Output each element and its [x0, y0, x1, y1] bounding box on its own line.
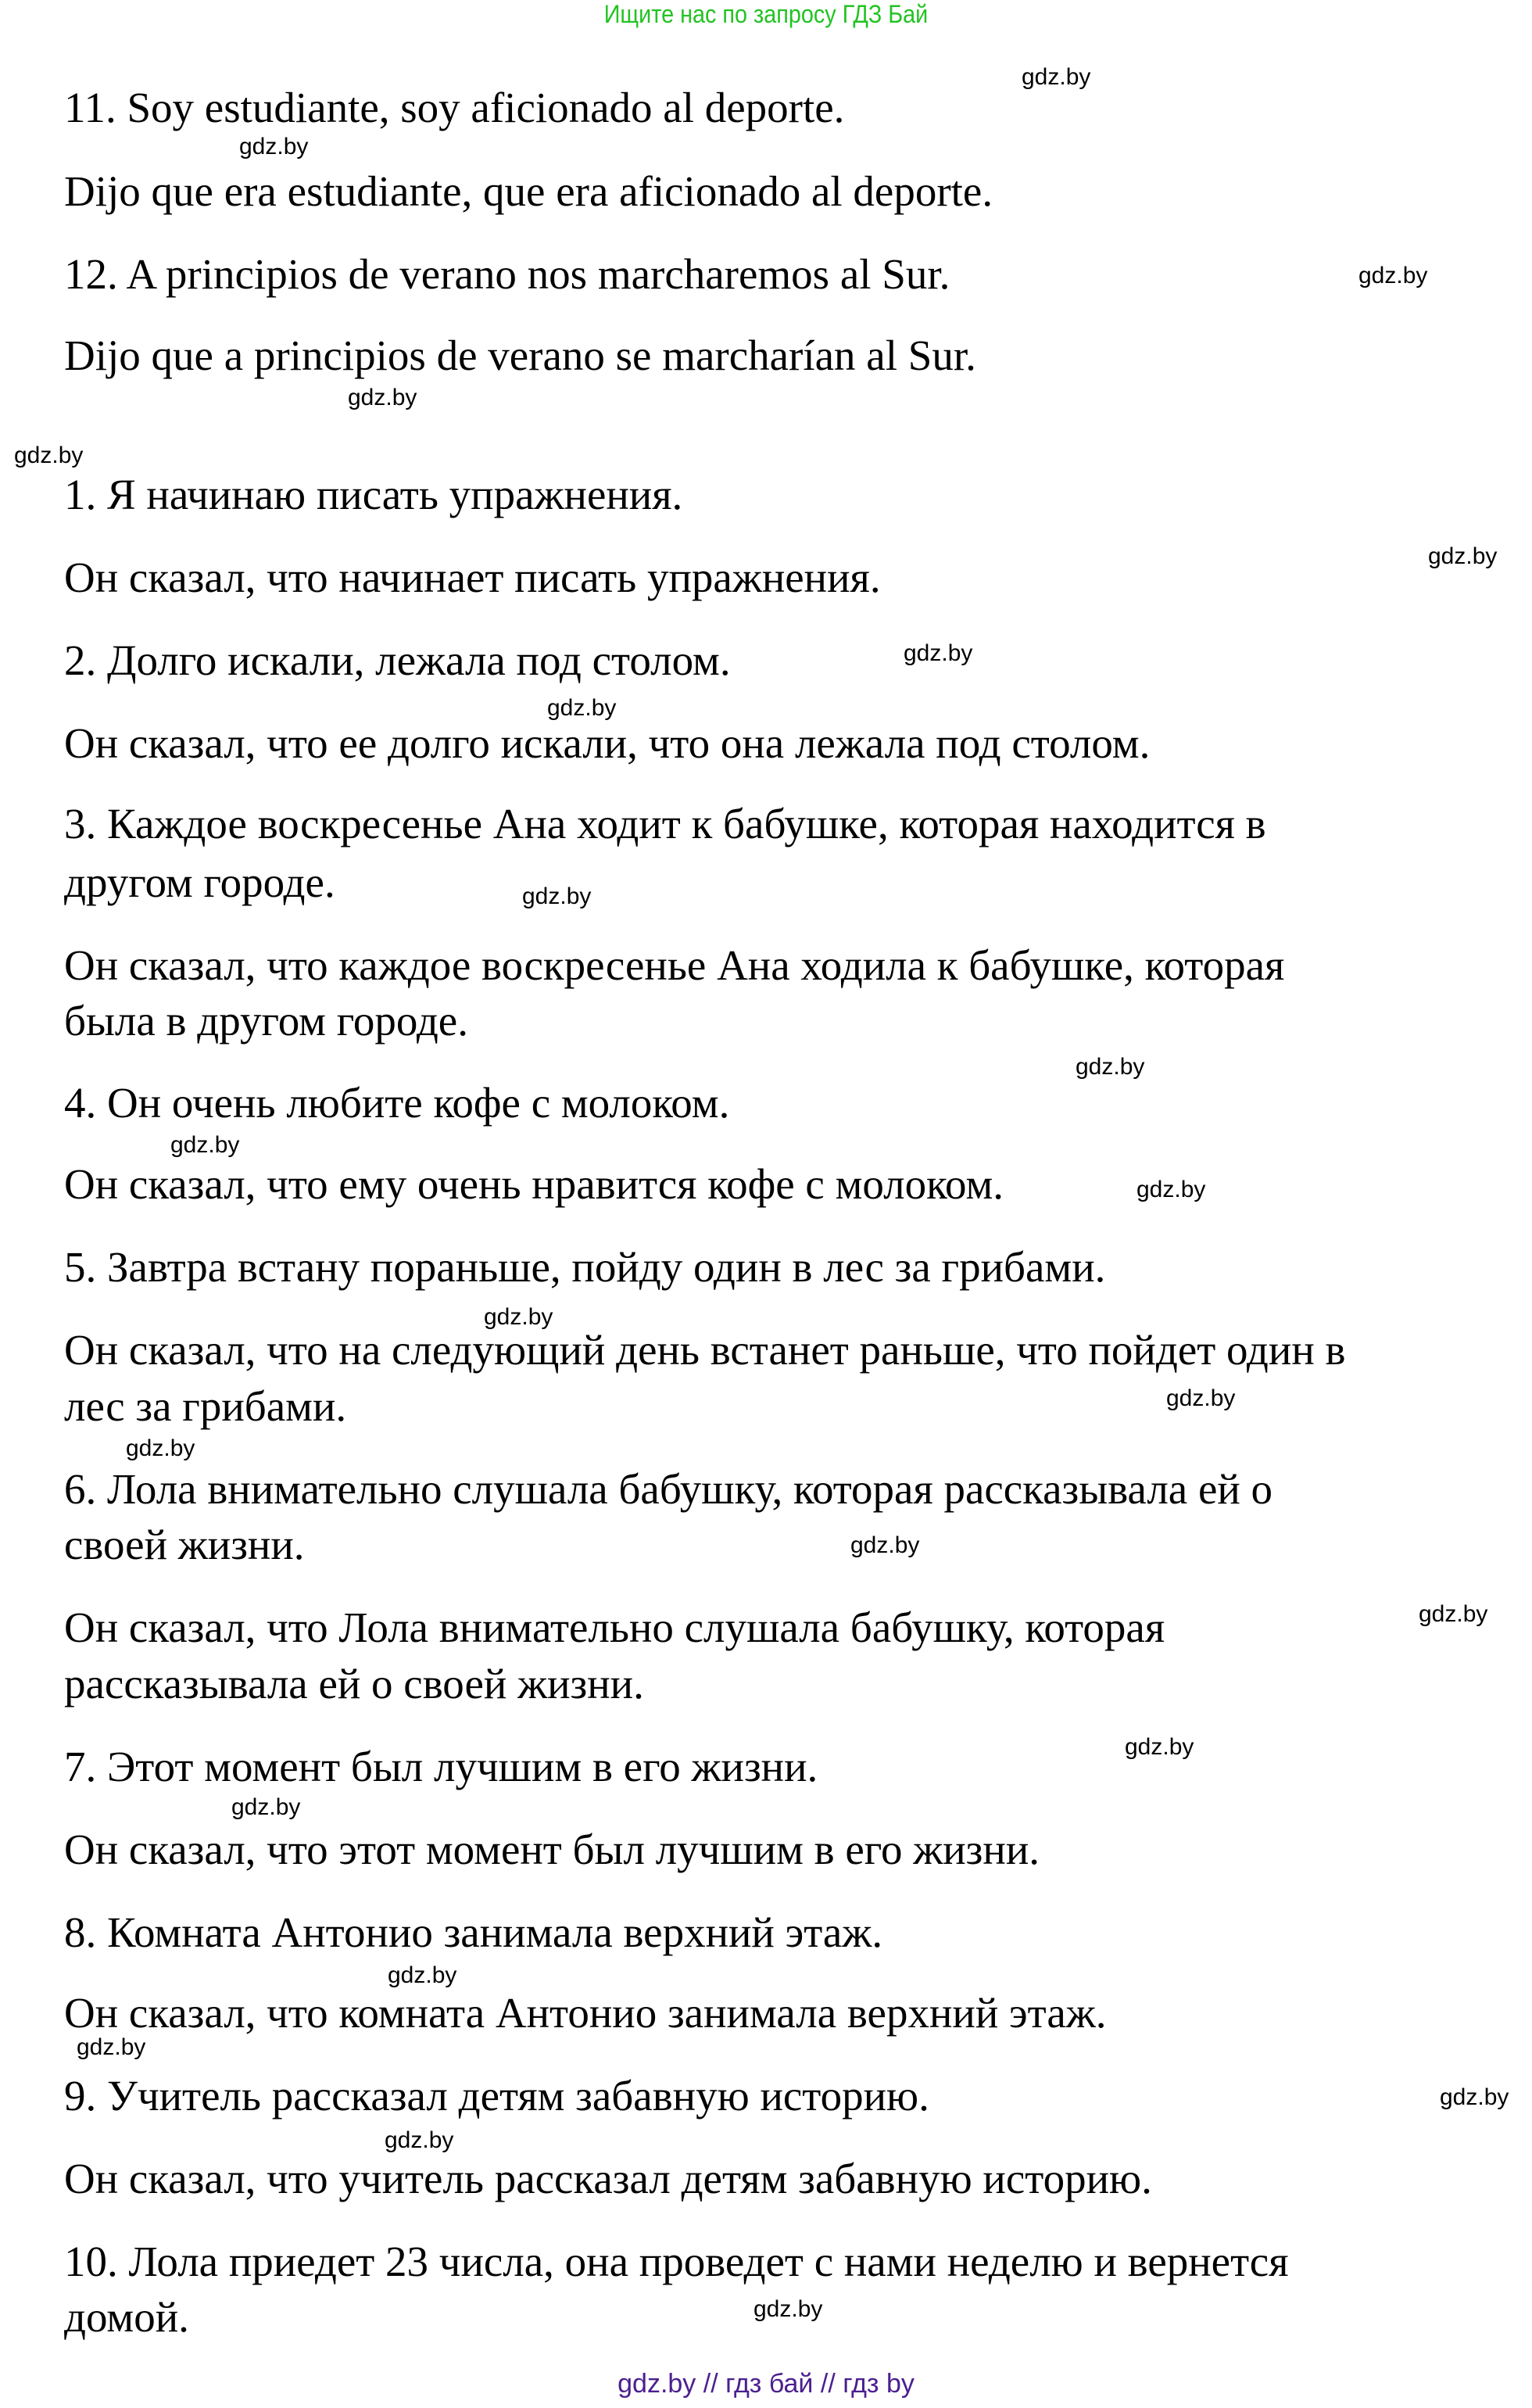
- text-line: Dijo que a principios de verano se marcharían al Sur.: [64, 331, 976, 379]
- text-line: 6. Лола внимательно слушала бабушку, которая рассказывала ей о: [64, 1465, 1273, 1513]
- watermark: gdz.by: [77, 2034, 146, 2060]
- text-line: рассказывала ей о своей жизни.: [64, 1660, 644, 1707]
- text-line: своей жизни.: [64, 1521, 305, 1568]
- text-line: Он сказал, что начинает писать упражнения.: [64, 554, 881, 601]
- text-line: лес за грибами.: [64, 1382, 347, 1430]
- text-line: 12. A principios de verano nos marcharemos al Sur.: [64, 250, 950, 298]
- watermark: gdz.by: [385, 2127, 454, 2153]
- header-banner: Ищите нас по запросу ГДЗ Бай: [603, 0, 929, 28]
- text-line: Он сказал, что ее долго искали, что она лежала под столом.: [64, 719, 1151, 767]
- text-line: 11. Soy estudiante, soy aficionado al deporte.: [64, 84, 845, 131]
- watermark: gdz.by: [753, 2296, 823, 2322]
- footer-links: gdz.by // гдз бай // гдз by: [617, 2369, 915, 2399]
- text-line: 8. Комната Антонио занимала верхний этаж.: [64, 1908, 883, 1956]
- text-line: Он сказал, что Лола внимательно слушала бабушку, которая: [64, 1604, 1165, 1651]
- text-line: домой.: [64, 2293, 189, 2341]
- watermark: gdz.by: [1440, 2084, 1509, 2110]
- watermark: gdz.by: [388, 1962, 457, 1988]
- text-line: Dijo que era estudiante, que era aficionado al deporte.: [64, 167, 993, 215]
- text-line: Он сказал, что каждое воскресенье Ана ходила к бабушке, которая: [64, 941, 1285, 989]
- text-line: была в другом городе.: [64, 997, 468, 1045]
- text-line: 4. Он очень любите кофе с молоком.: [64, 1079, 730, 1127]
- watermark: gdz.by: [170, 1132, 240, 1158]
- text-line: 1. Я начинаю писать упражнения.: [64, 471, 683, 518]
- text-line: Он сказал, что ему очень нравится кофе с молоком.: [64, 1160, 1004, 1208]
- watermark: gdz.by: [484, 1304, 553, 1330]
- watermark: gdz.by: [1076, 1054, 1145, 1080]
- watermark: gdz.by: [904, 640, 973, 666]
- watermark: gdz.by: [1358, 263, 1428, 288]
- watermark: gdz.by: [1136, 1177, 1206, 1202]
- text-line: 7. Этот момент был лучшим в его жизни.: [64, 1743, 818, 1790]
- watermark: gdz.by: [850, 1532, 920, 1558]
- text-line: Он сказал, что этот момент был лучшим в его жизни.: [64, 1826, 1040, 1873]
- text-line: Он сказал, что на следующий день встанет раньше, что пойдет один в: [64, 1326, 1346, 1374]
- watermark: gdz.by: [522, 883, 592, 909]
- text-line: Он сказал, что комната Антонио занимала верхний этаж.: [64, 1989, 1107, 2037]
- text-line: 2. Долго искали, лежала под столом.: [64, 636, 731, 684]
- text-line: Он сказал, что учитель рассказал детям забавную историю.: [64, 2155, 1152, 2202]
- watermark: gdz.by: [547, 695, 617, 721]
- watermark: gdz.by: [231, 1794, 301, 1820]
- watermark: gdz.by: [126, 1435, 195, 1461]
- watermark: gdz.by: [1166, 1385, 1236, 1411]
- text-line: 9. Учитель рассказал детям забавную историю.: [64, 2072, 929, 2120]
- watermark: gdz.by: [239, 134, 309, 159]
- text-line: 3. Каждое воскресенье Ана ходит к бабушке, которая находится в: [64, 800, 1266, 847]
- watermark: gdz.by: [1125, 1734, 1194, 1760]
- text-line: 10. Лола приедет 23 числа, она проведет с нами неделю и вернется: [64, 2238, 1289, 2285]
- watermark: gdz.by: [348, 385, 417, 410]
- watermark: gdz.by: [1419, 1601, 1488, 1627]
- text-line: другом городе.: [64, 858, 335, 906]
- watermark: gdz.by: [1022, 64, 1091, 90]
- watermark: gdz.by: [1428, 543, 1498, 569]
- text-line: 5. Завтра встану пораньше, пойду один в лес за грибами.: [64, 1243, 1106, 1291]
- watermark: gdz.by: [14, 443, 84, 468]
